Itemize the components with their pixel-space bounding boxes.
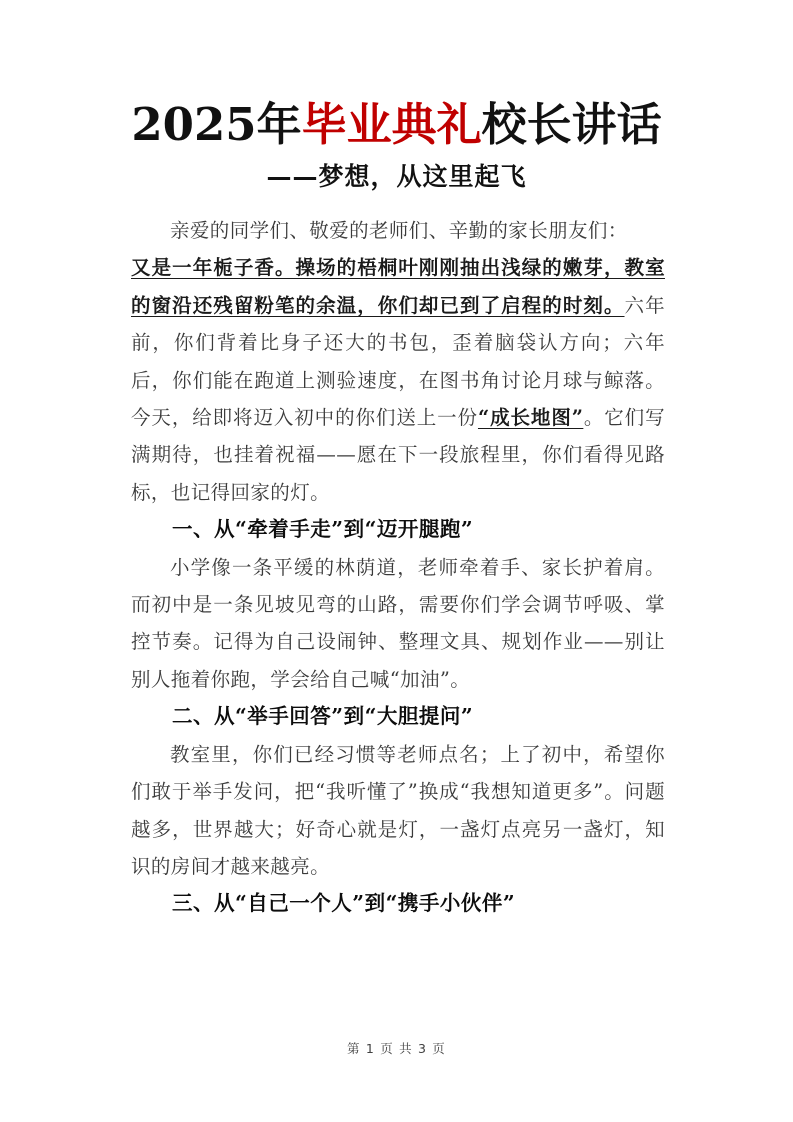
opening-text-a: 六年前，你们背着比身子还大的书包，歪着脑袋认方向；六年后，你们能在跑道上测验速度，在图书角讨论月球与鲸落。今天，给即将迈入初中的你们送上一份 xyxy=(131,293,665,430)
opening-text-b: 。它们写满期待，也挂着祝福——愿在下一段旅程里，你们看得见路标，也记得回家的灯。 xyxy=(131,406,665,504)
opening-emphasis-lead: 又是一年栀子香。操场的梧桐叶刚刚抽出浅绿的嫩芽，教室的窗沿还残留粉笔的余温，你们却已到了启程的时刻。 xyxy=(131,256,665,317)
title-segment-highlight: 毕业典礼 xyxy=(301,98,482,151)
page-footer xyxy=(0,1038,793,1057)
section-heading-1: 一、从“牵着手走”到“迈开腿跑” xyxy=(172,517,474,542)
salutation-paragraph: 亲爱的同学们、敬爱的老师们、辛勤的家长朋友们： xyxy=(170,219,628,242)
section-paragraph-1: 小学像一条平缓的林荫道，老师牵着手、家长护着肩。而初中是一条见坡见弯的山路，需要你们学会调节呼吸、掌控节奏。记得为自己设闹钟、整理文具、规划作业——别让别人拖着你跑，学会给自己喊“加油”。 xyxy=(131,555,665,691)
title-block xyxy=(0,96,793,193)
title-segment-year: 2025年 xyxy=(131,98,302,151)
page-subtitle: ——梦想，从这里起飞 xyxy=(266,162,527,191)
page-title xyxy=(0,96,793,154)
page-number-label: 第 1 页 共 3 页 xyxy=(347,1041,446,1056)
section-paragraph-2: 教室里，你们已经习惯等老师点名；上了初中，希望你们敢于举手发问，把“我听懂了”换成“我想知道更多”。问题越多，世界越大；好奇心就是灯，一盏灯点亮另一盏灯，知识的房间才越来越亮。 xyxy=(131,742,665,878)
title-segment-suffix: 校长讲话 xyxy=(481,98,662,151)
section-heading-2: 二、从“举手回答”到“大胆提问” xyxy=(172,704,474,729)
opening-emphasis-map: “成长地图” xyxy=(477,406,584,430)
opening-paragraph xyxy=(131,249,665,511)
section-heading-3: 三、从“自己一个人”到“携手小伙伴” xyxy=(172,891,516,916)
document-body xyxy=(131,212,665,923)
